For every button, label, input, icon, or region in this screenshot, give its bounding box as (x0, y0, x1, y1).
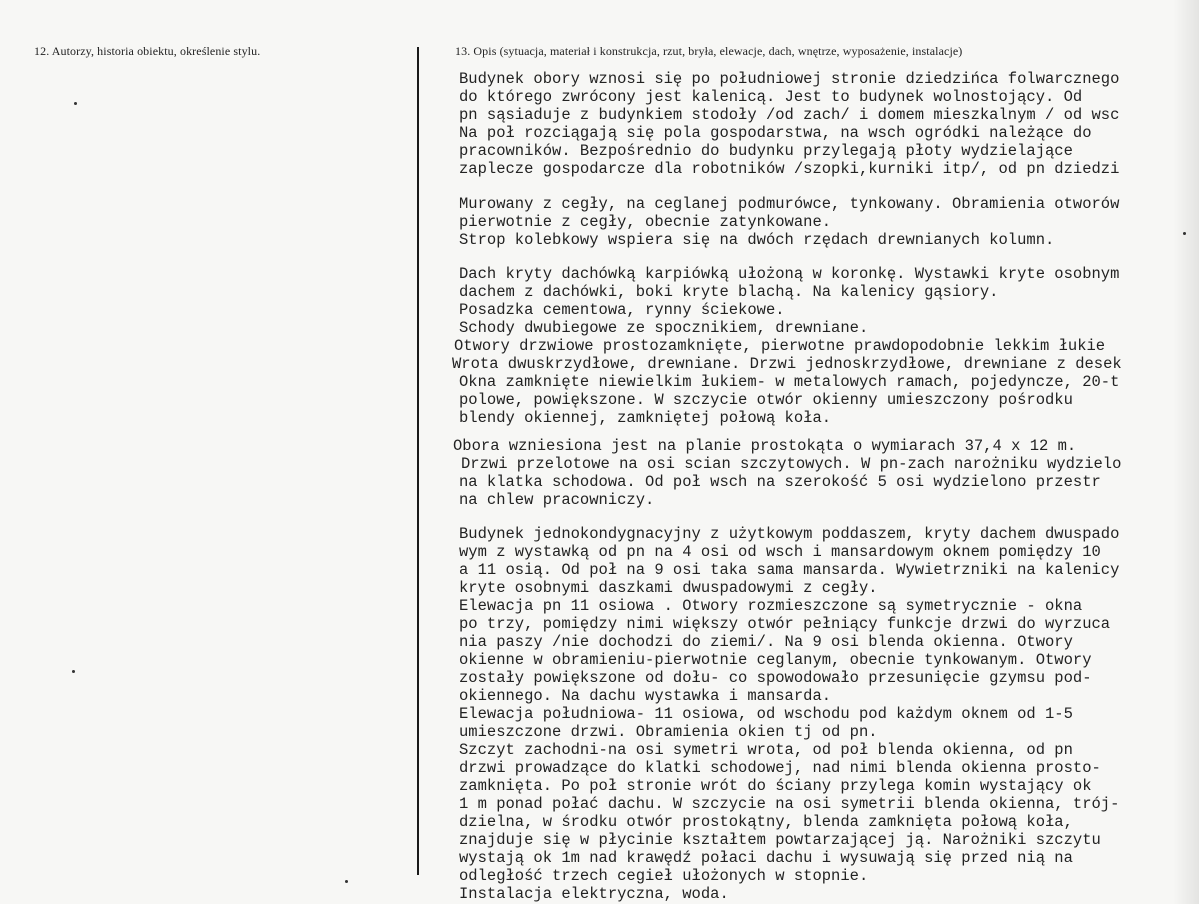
text-line: Murowany z cegły, na ceglanej podmurówce, tynkowany. Obramienia otworów (459, 195, 1120, 213)
text-line: Schody dwubiegowe ze spocznikiem, drewniane. (459, 319, 869, 337)
text-line: okienne w obramieniu-pierwotnie ceglanym, obecnie tynkowanym. Otwory (459, 651, 1092, 669)
text-line: Drzwi przelotowe na osi scian szczytowych. W pn-zach narożniku wydzielo (461, 455, 1122, 473)
text-line: Posadzka cementowa, rynny ściekowe. (459, 301, 785, 319)
text-line: blendy okiennej, zamkniętej połową koła. (459, 409, 832, 427)
text-line: drzwi prowadzące do klatki schodowej, nad nimi blenda okienna prosto- (459, 759, 1101, 777)
text-line: Otwory drzwiowe prostozamknięte, pierwotne prawdopodobnie lekkim łukie (454, 337, 1106, 355)
text-line: znajduje się w płycinie kształtem powtarzającej ją. Narożniki szczytu (459, 831, 1101, 849)
text-line: odległość trzech cegieł ułożonych w stopnie. (459, 867, 869, 885)
text-line: Na poł rozciągają się pola gospodarstwa, na wsch ogródki należące do (459, 124, 1092, 142)
text-line: do którego zwrócony jest kalenicą. Jest to budynek wolnostojący. Od (459, 88, 1083, 106)
text-line: pn sąsiaduje z budynkiem stodoły /od zach/ i domem mieszkalnym / od wsc (459, 106, 1120, 124)
text-line: pierwotnie z cegły, obecnie zatynkowane. (459, 213, 832, 231)
scan-speck (345, 880, 348, 883)
scan-speck (74, 102, 77, 105)
text-line: wystają ok 1m nad krawędź połaci dachu i wysuwają się przed nią na (459, 849, 1073, 867)
scan-edge-shadow (1173, 0, 1199, 904)
text-line: Budynek obory wznosi się po południowej stronie dziedzińca folwarcznego (459, 70, 1120, 88)
text-line: zostały powiększone od dołu- co spowodowało przesunięcie gzymsu pod- (459, 669, 1092, 687)
text-line: zaplecze gospodarcze dla robotników /szopki,kurniki itp/, od pn dziedzi (459, 160, 1120, 178)
text-line: polowe, powiększone. W szczycie otwór okienny umieszczony pośrodku (459, 391, 1073, 409)
text-line: okiennego. Na dachu wystawka i mansarda. (459, 687, 832, 705)
text-line: na chlew pracowniczy. (459, 491, 655, 509)
text-line: Obora wzniesiona jest na planie prostokąta o wymiarach 37,4 x 12 m. (453, 437, 1077, 455)
text-line: 1 m ponad połać dachu. W szczycie na osi symetrii blenda okienna, trój- (459, 795, 1120, 813)
text-line: wym z wystawką od pn na 4 osi od wsch i mansardowym oknem pomiędzy 10 (459, 543, 1101, 561)
text-line: na klatka schodowa. Od poł wsch na szerokość 5 osi wydzielono przestr (459, 473, 1101, 491)
section-12-header: 12. Autorzy, historia obiektu, określenie stylu. (34, 44, 261, 58)
text-line: Elewacja południowa- 11 osiowa, od wschodu pod każdym oknem od 1-5 (459, 705, 1073, 723)
text-line: Okna zamknięte niewielkim łukiem- w metalowych ramach, pojedyncze, 20-t (459, 373, 1120, 391)
text-line: a 11 osią. Od poł na 9 osi taka sama mansarda. Wywietrzniki na kalenicy (459, 561, 1120, 579)
text-line: po trzy, pomiędzy nimi większy otwór pełniący funkcje drzwi do wyrzuca (459, 615, 1111, 633)
column-divider (417, 47, 419, 875)
text-line: kryte osobnymi daszkami dwuspadowymi z cegły. (459, 579, 878, 597)
text-line: pracowników. Bezpośrednio do budynku przylegają płoty wydzielające (459, 142, 1073, 160)
text-line: Wrota dwuskrzydłowe, drewniane. Drzwi jednoskrzydłowe, drewniane z desek (452, 355, 1122, 373)
text-line: Strop kolebkowy wspiera się na dwóch rzędach drewnianych kolumn. (459, 231, 1055, 249)
text-line: Instalacja elektryczna, woda. (459, 885, 729, 903)
scan-speck (72, 670, 75, 673)
section-13-header: 13. Opis (sytuacja, materiał i konstrukcja, rzut, bryła, elewacje, dach, wnętrze, wyposażenie, instalacje) (455, 44, 963, 58)
text-line: dachem z dachówki, boki kryte blachą. Na kalenicy gąsiory. (459, 283, 999, 301)
text-line: Szczyt zachodni-na osi symetri wrota, od poł blenda okienna, od pn (459, 741, 1073, 759)
text-line: dzielna, w środku otwór prostokątny, blenda zamknięta połową koła, (459, 813, 1073, 831)
text-line: Dach kryty dachówką karpiówką ułożoną w koronkę. Wystawki kryte osobnym (459, 265, 1120, 283)
text-line: Budynek jednokondygnacyjny z użytkowym poddaszem, kryty dachem dwuspado (459, 525, 1120, 543)
text-line: umieszczone drzwi. Obramienia okien tj od pn. (459, 723, 878, 741)
text-line: nia paszy /nie dochodzi do ziemi/. Na 9 osi blenda okienna. Otwory (459, 633, 1073, 651)
text-line: zamknięta. Po poł stronie wrót do ściany przylega komin wystający ok (459, 777, 1092, 795)
text-line: Elewacja pn 11 osiowa . Otwory rozmieszczone są symetrycznie - okna (459, 597, 1083, 615)
